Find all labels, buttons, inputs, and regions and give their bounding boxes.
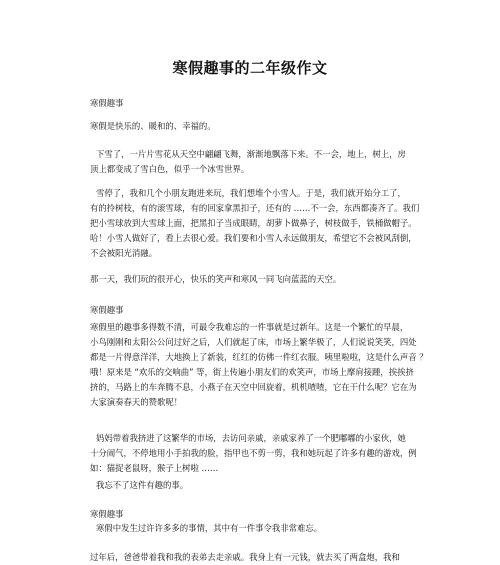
text-line: 下雪了，一片片雪花从天空中翩翩飞舞，渐渐地飘落下来。不一会，地上，树上，房: [96, 149, 406, 159]
text-line: 大家演奏春天的赞歌呢！: [90, 397, 183, 407]
text-line: 我忘不了这件有趣的事。: [96, 480, 189, 490]
section-heading: [90, 96, 124, 111]
paragraph: [90, 320, 428, 410]
text-line: 寒假趣事: [90, 98, 124, 108]
paragraph: [90, 272, 341, 287]
paragraph: [90, 550, 400, 565]
text-line: 那一天，我们玩的很开心，快乐的笑声和寒风一同飞向蓝蓝的天空。: [90, 274, 342, 284]
paragraph: [90, 186, 419, 261]
text-line: 顶上都变成了雪白色，似乎一个冰雪世界。: [90, 164, 250, 174]
text-line: 有的拎树枝，有的滚雪球，有的回家拿黑扣子，还有的 ……不一会，东西都凑齐了。我们: [90, 203, 420, 213]
text-line: 过年后，爸爸带着我和我的表弟去走亲戚。我身上有一元钱，就去买了两盒炮，我和: [90, 552, 400, 562]
text-line: 小鸟刚刚和太阳公公问过好之后，人们就起了床，市场上繁华极了，人们说说笑笑，四处: [90, 337, 417, 347]
paragraph: [90, 119, 216, 134]
text-line: 寒假中发生过许许多多的事情，其中有一件事令我非常难忘。: [96, 523, 323, 533]
paragraph: [90, 478, 188, 493]
text-line: 都是一片得意洋洋，大地换上了新装，红红的仿佛一件红衣服。咦里啦啦，这是什么声音 ？: [90, 352, 428, 362]
text-line: 哈！小雪人做好了，看上去很心爱。我们要和小雪人永远做朋友，希望它不会被风刮倒，: [90, 233, 417, 243]
text-line: 妈妈带着我挤进了这繁华的市场，去访问亲戚，亲戚家养了一个肥嘟嘟的小家伙，她: [96, 433, 406, 443]
paragraph: [90, 521, 322, 536]
text-line: 如：猫捉老鼠呀，猴子上树啦 ……: [90, 463, 219, 473]
text-line: 寒假是快乐的、暖和的、幸福的。: [90, 121, 216, 131]
text-line: 挤的，马路上的车奔腾不息，小燕子在天空中回旋着，机机喳喳，它在干什么呢？它在为: [90, 382, 417, 392]
text-line: 雪停了，我和几个小朋友跑进来玩，我们想堆个小雪人。于是，我们就开始分工了，: [96, 188, 406, 198]
text-line: 寒假趣事: [90, 305, 124, 315]
text-line: 把小雪球放到大雪球上面，把黑扣子当成眼睛，胡萝卜做鼻子，树枝做手，铁桶做帽子。: [90, 218, 417, 228]
text-line: 寒假里的趣事多得数不清，可最令我难忘的一件事就是过新年。这是一个繁忙的早晨，: [90, 322, 409, 332]
text-line: 十分闹气，不停地用小手拍我的脸，指甲也不剪一剪，我和她玩起了许多有趣的游戏，例: [90, 448, 417, 458]
paragraph: [90, 147, 406, 177]
section-heading: [90, 507, 124, 522]
text-line: 寒假趣事: [90, 509, 124, 519]
paragraph: [90, 431, 417, 476]
text-line: 不会被阳光消融。: [90, 248, 157, 258]
text-line: 哦！原来是 “欢乐的交响曲” 等，街上传遍小朋友们的欢笑声，市场上摩肩接踵，挨挨挤: [90, 367, 414, 377]
section-heading: [90, 303, 124, 318]
document-title: 寒假趣事的二年级作文: [172, 59, 328, 77]
